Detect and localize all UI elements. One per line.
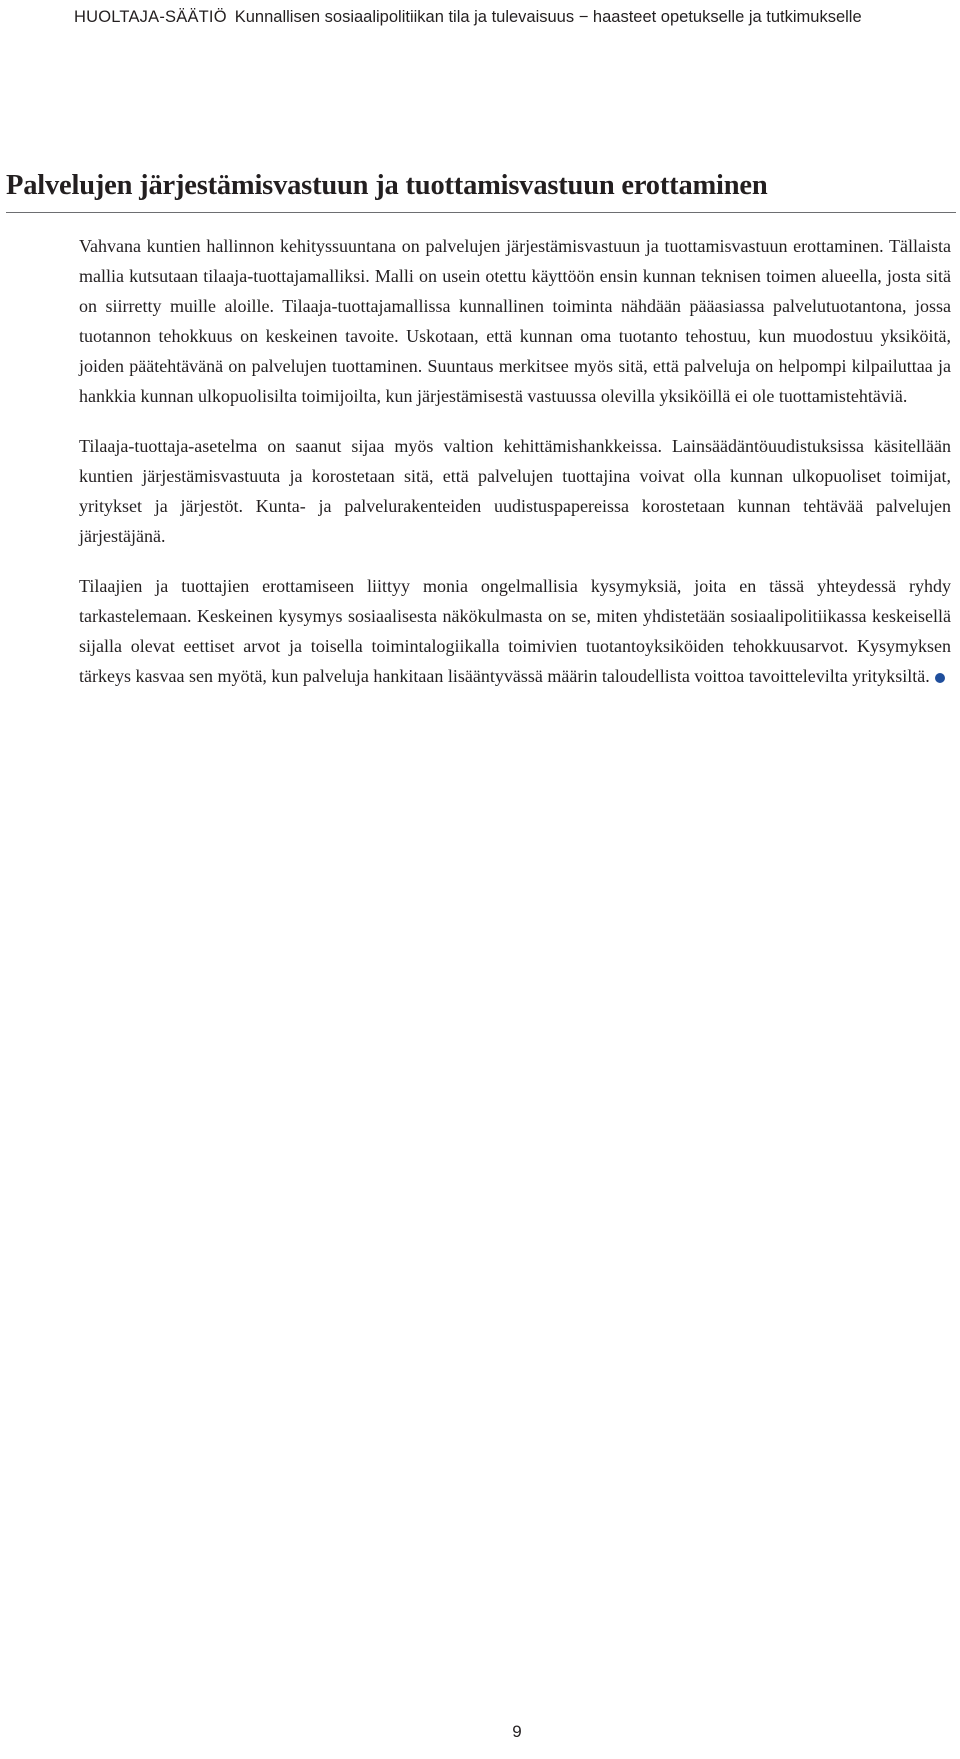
- section-title: Palvelujen järjestämisvastuun ja tuottamisvastuun erottaminen: [6, 170, 768, 201]
- end-of-article-dot-icon: [935, 673, 945, 683]
- header-organization: HUOLTAJA-SÄÄTIÖ: [74, 8, 227, 26]
- paragraph: Tilaaja-tuottaja-asetelma on saanut sijaa myös valtion kehittämishankkeissa. Lainsäädäntöuudistuksissa käsitellään kuntien järjestämisvastuuta ja korostetaan sitä, että palvelujen tuottajina voivat olla kunnan ulkopuoliset toimijat, yritykset ja järjestöt. Kunta- ja palvelurakenteiden uudistuspapereissa korostetaan kunnan tehtävää palvelujen järjestäjänä.: [79, 436, 951, 546]
- paragraph: Vahvana kuntien hallinnon kehityssuuntana on palvelujen järjestämisvastuun ja tuottamisvastuun erottaminen. Tällaista mallia kutsutaan tilaaja-tuottajamalliksi. Malli on usein otettu käyttöön ensin kunnan teknisen toimen alueella, josta sitä on siirretty muille aloille. Tilaaja-tuottajamallissa kunnallinen toiminta nähdään pääasiassa palvelutuotantona, jossa tuotannon tehokkuus on keskeinen tavoite. Uskotaan, että kunnan oma tuotanto tehostuu, kun muodostuu yksiköitä, joiden päätehtävänä on palvelujen tuottaminen. Suuntaus merkitsee myös sitä, että palveluja on helpompi kilpailuttaa ja hankkia kunnan ulkopuolisilta toimijoilta, kun järjestämisestä vastuussa olevilla yksiköillä ei ole tuottamistehtäviä.: [79, 236, 951, 406]
- page-number: 9: [512, 1722, 522, 1741]
- paragraph-text: Tilaajien ja tuottajien erottamiseen liittyy monia ongelmallisia kysymyksiä, joita en tässä yhteydessä ryhdy tarkastelemaan. Keskeinen kysymys sosiaalisesta näkökulmasta on se, miten yhdistetään sosiaalipolitiikassa keskeisellä sijalla olevat eettiset arvot ja toisella toimintalogiikalla toimivien tuotantoyksiköiden tehokkuusarvot. Kysymyksen tärkeys kasvaa sen myötä, kun palveluja hankitaan lisääntyvässä määrin taloudellista voittoa tavoittelevilta yrityksiltä.: [79, 576, 951, 686]
- article-body: [79, 231, 951, 711]
- paragraph: [79, 571, 951, 691]
- running-header: [74, 6, 954, 28]
- title-divider: [6, 212, 956, 213]
- header-publication-title: Kunnallisen sosiaalipolitiikan tila ja tulevaisuus − haasteet opetukselle ja tutkimukselle: [234, 8, 862, 26]
